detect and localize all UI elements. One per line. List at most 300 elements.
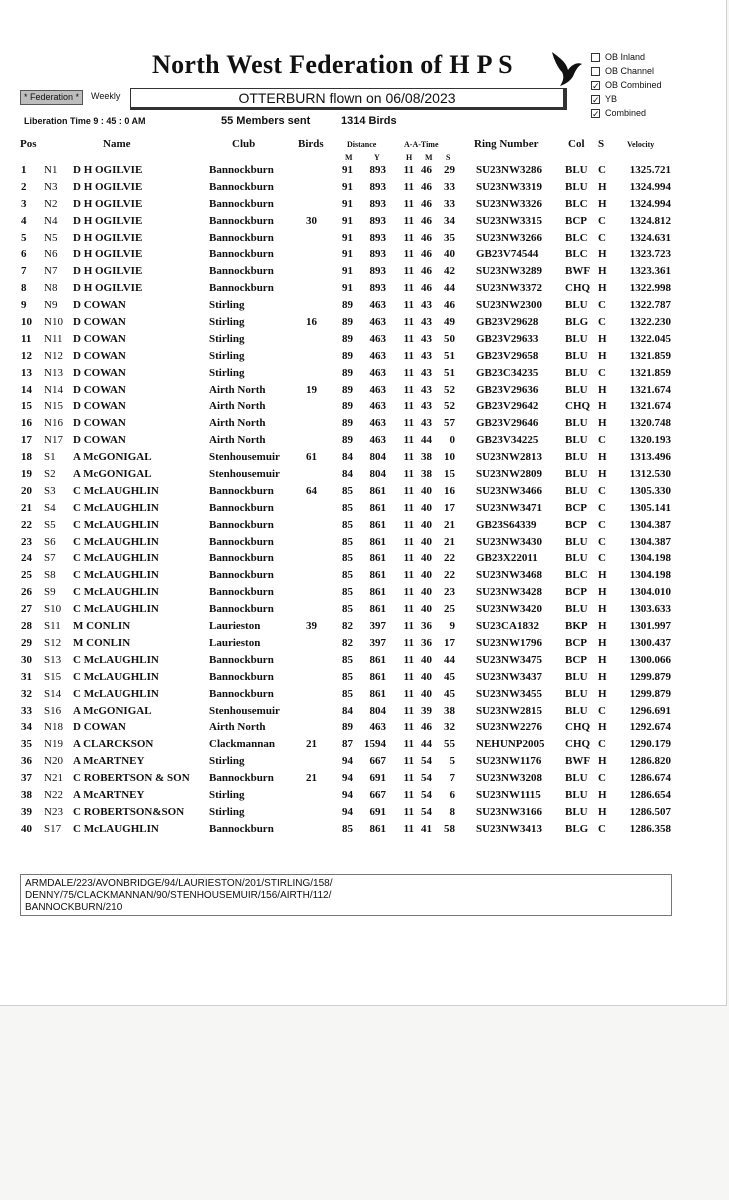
cell-y: 691 [369, 805, 386, 818]
cell-sex: C [598, 164, 606, 176]
cell-m: 84 [342, 451, 353, 464]
cell-pos: 30 [21, 653, 32, 666]
cell-club: Bannockburn [209, 197, 274, 210]
cell-col: BLU [565, 383, 588, 396]
cell-sex: C [598, 316, 606, 329]
cell-id: S14 [44, 687, 62, 700]
cell-id: S16 [44, 704, 62, 717]
cell-club: Bannockburn [209, 653, 274, 666]
cell-vel: 1300.437 [629, 636, 671, 649]
cell-col: BLU [565, 788, 588, 801]
table-row [0, 231, 729, 248]
cell-id: N20 [44, 755, 63, 768]
cell-col: BLG [565, 822, 589, 835]
cell-y: 861 [369, 535, 386, 548]
cell-vel: 1300.066 [629, 653, 671, 666]
cell-ring: SU23NW3326 [476, 197, 543, 210]
cell-s: 21 [444, 518, 455, 531]
option-ob-channel[interactable] [591, 64, 662, 78]
cell-h: 11 [403, 349, 414, 362]
cell-sex: H [598, 265, 607, 278]
cell-s: 9 [449, 620, 455, 633]
cell-name: D COWAN [73, 349, 126, 362]
cell-s: 23 [444, 586, 455, 599]
cell-name: D H OGILVIE [73, 248, 143, 261]
cell-m: 89 [342, 383, 353, 396]
cell-mm: 43 [421, 349, 432, 362]
cell-name: D COWAN [73, 366, 126, 379]
cell-mm: 40 [421, 603, 432, 616]
cell-col: CHQ [565, 282, 591, 295]
cell-vel: 1320.193 [629, 434, 671, 447]
cell-mm: 46 [421, 231, 432, 244]
cell-sex: C [598, 366, 606, 379]
cell-s: 8 [449, 805, 455, 818]
cell-vel: 1312.530 [629, 468, 671, 481]
cell-club: Bannockburn [209, 484, 274, 497]
cell-id: N14 [44, 383, 63, 396]
cell-club: Stirling [209, 805, 245, 818]
cell-col: BLU [565, 332, 588, 345]
cell-h: 11 [403, 569, 414, 582]
cell-name: A McGONIGAL [73, 704, 152, 717]
table-row [0, 315, 729, 332]
cell-pos: 39 [21, 805, 32, 818]
cell-s: 16 [444, 484, 455, 497]
cell-name: C McLAUGHLIN [73, 501, 159, 514]
cell-sex: H [598, 383, 607, 396]
cell-ring: SU23NW3166 [476, 805, 543, 818]
cell-y: 397 [369, 636, 386, 649]
cell-h: 11 [403, 805, 414, 818]
cell-sex: H [598, 586, 607, 599]
cell-s: 10 [444, 451, 455, 464]
cell-vel: 1304.198 [629, 569, 671, 582]
cell-mm: 46 [421, 214, 432, 227]
cell-h: 11 [403, 738, 414, 751]
cell-mm: 40 [421, 687, 432, 700]
cell-s: 35 [444, 231, 455, 244]
cell-club: Laurieston [209, 636, 261, 649]
cell-id: S4 [44, 501, 56, 514]
col-header-col: Col [568, 138, 585, 150]
cell-m: 85 [342, 653, 353, 666]
cell-h: 11 [403, 434, 414, 447]
cell-col: BLU [565, 180, 588, 193]
cell-sex: H [598, 721, 607, 734]
cell-name: C McLAUGHLIN [73, 822, 159, 835]
cell-h: 11 [403, 586, 414, 599]
cell-sex: H [598, 603, 607, 616]
cell-s: 7 [449, 772, 455, 785]
cell-ring: SU23NW1115 [476, 788, 541, 801]
cell-id: N12 [44, 349, 63, 362]
cell-ring: SU23NW2300 [476, 299, 543, 312]
col-header-aatime: A-A-Time [404, 140, 439, 149]
cell-m: 91 [342, 214, 353, 227]
cell-ring: SU23NW3286 [476, 164, 543, 176]
cell-h: 11 [403, 721, 414, 734]
cell-col: BLU [565, 434, 588, 447]
cell-col: BLU [565, 164, 588, 176]
cell-pos: 32 [21, 687, 32, 700]
table-row [0, 805, 729, 822]
option-ob-inland[interactable] [591, 50, 662, 64]
option-yb[interactable] [591, 92, 662, 106]
cell-name: D H OGILVIE [73, 265, 143, 278]
option-label: OB Combined [605, 80, 662, 90]
cell-m: 94 [342, 772, 353, 785]
cell-y: 804 [369, 704, 386, 717]
cell-m: 85 [342, 484, 353, 497]
cell-ring: SU23NW2276 [476, 721, 543, 734]
cell-col: BCP [565, 586, 587, 599]
checkbox[interactable]: ✓ [592, 108, 600, 119]
cell-pos: 7 [21, 265, 27, 278]
cell-vel: 1321.859 [629, 349, 671, 362]
cell-pos: 2 [21, 180, 27, 193]
table-row [0, 535, 729, 552]
cell-col: BLU [565, 468, 588, 481]
cell-sex: C [598, 704, 606, 717]
cell-name: C ROBERTSON&SON [73, 805, 185, 818]
cell-sex: H [598, 805, 607, 818]
cell-vel: 1322.787 [629, 299, 671, 312]
cell-ring: SU23CA1832 [476, 620, 539, 633]
cell-club: Stirling [209, 755, 245, 768]
cell-m: 91 [342, 282, 353, 295]
cell-h: 11 [403, 552, 414, 565]
cell-birds: 30 [306, 214, 317, 227]
cell-vel: 1299.879 [629, 670, 671, 683]
cell-club: Bannockburn [209, 248, 274, 261]
option-combined[interactable] [591, 106, 662, 120]
cell-club: Airth North [209, 721, 266, 734]
cell-col: BLU [565, 603, 588, 616]
cell-vel: 1324.631 [629, 231, 671, 244]
cell-ring: SU23NW3466 [476, 484, 543, 497]
cell-birds: 19 [306, 383, 317, 396]
liberation-time: Liberation Time 9 : 45 : 0 AM [24, 116, 146, 126]
cell-mm: 54 [421, 755, 432, 768]
table-row [0, 518, 729, 535]
col-header-time-m: M [425, 153, 433, 162]
cell-h: 11 [403, 670, 414, 683]
cell-vel: 1324.994 [629, 197, 671, 210]
cell-mm: 46 [421, 265, 432, 278]
cell-y: 463 [369, 316, 386, 329]
cell-vel: 1322.045 [629, 332, 671, 345]
cell-ring: GB23V29633 [476, 332, 539, 345]
cell-m: 89 [342, 316, 353, 329]
cell-vel: 1286.674 [629, 772, 671, 785]
cell-ring: GB23V29628 [476, 316, 539, 329]
cell-club: Bannockburn [209, 603, 274, 616]
cell-id: N16 [44, 417, 63, 430]
cell-y: 463 [369, 299, 386, 312]
cell-h: 11 [403, 383, 414, 396]
cell-id: N8 [44, 282, 58, 295]
cell-mm: 46 [421, 180, 432, 193]
cell-y: 861 [369, 501, 386, 514]
cell-mm: 43 [421, 316, 432, 329]
cell-name: A McARTNEY [73, 755, 145, 768]
cell-ring: GB23C34235 [476, 366, 539, 379]
cell-m: 82 [342, 620, 353, 633]
cell-m: 91 [342, 197, 353, 210]
cell-vel: 1292.674 [629, 721, 671, 734]
cell-sex: H [598, 687, 607, 700]
cell-col: BLC [565, 248, 588, 261]
cell-name: C McLAUGHLIN [73, 484, 159, 497]
cell-col: BLU [565, 687, 588, 700]
cell-ring: GB23V29636 [476, 383, 539, 396]
table-row [0, 704, 729, 721]
cell-pos: 1 [21, 164, 27, 176]
table-row [0, 551, 729, 568]
col-header-dist-m: M [345, 153, 353, 162]
checkbox[interactable]: ✓ [592, 94, 600, 105]
cell-s: 5 [449, 755, 455, 768]
cell-ring: SU23NW3471 [476, 501, 543, 514]
cell-pos: 33 [21, 704, 32, 717]
cell-id: N9 [44, 299, 58, 312]
cell-pos: 8 [21, 282, 27, 295]
cell-pos: 10 [21, 316, 32, 329]
cell-vel: 1324.994 [629, 180, 671, 193]
cell-sex: C [598, 822, 606, 835]
cell-pos: 20 [21, 484, 32, 497]
cell-id: N1 [44, 164, 58, 176]
cell-s: 29 [444, 164, 455, 176]
table-row [0, 619, 729, 636]
cell-y: 463 [369, 332, 386, 345]
cell-pos: 5 [21, 231, 27, 244]
cell-s: 45 [444, 687, 455, 700]
federation-button[interactable]: * Federation * [20, 90, 83, 105]
cell-ring: SU23NW2815 [476, 704, 543, 717]
cell-club: Bannockburn [209, 822, 274, 835]
page-title: North West Federation of H P S [152, 50, 513, 79]
cell-mm: 46 [421, 197, 432, 210]
cell-name: D COWAN [73, 383, 126, 396]
cell-m: 84 [342, 468, 353, 481]
option-ob-combined[interactable] [591, 78, 662, 92]
cell-ring: SU23NW1176 [476, 755, 542, 768]
cell-col: BKP [565, 620, 588, 633]
cell-vel: 1321.859 [629, 366, 671, 379]
cell-club: Bannockburn [209, 552, 274, 565]
option-label: OB Channel [605, 66, 655, 76]
cell-pos: 9 [21, 299, 27, 312]
cell-vel: 1303.633 [629, 603, 671, 616]
cell-col: BLU [565, 670, 588, 683]
cell-mm: 54 [421, 788, 432, 801]
table-row [0, 163, 729, 180]
cell-name: C McLAUGHLIN [73, 535, 159, 548]
cell-sex: C [598, 299, 606, 312]
cell-vel: 1304.387 [629, 518, 671, 531]
cell-m: 87 [342, 738, 353, 751]
cell-name: C McLAUGHLIN [73, 603, 159, 616]
cell-club: Stirling [209, 316, 245, 329]
cell-name: D COWAN [73, 400, 126, 413]
cell-name: D H OGILVIE [73, 164, 143, 176]
cell-s: 49 [444, 316, 455, 329]
checkbox[interactable] [591, 67, 600, 76]
cell-m: 91 [342, 164, 353, 176]
col-header-distance: Distance [347, 140, 377, 149]
cell-h: 11 [403, 214, 414, 227]
cell-y: 861 [369, 518, 386, 531]
cell-y: 861 [369, 603, 386, 616]
cell-club: Bannockburn [209, 231, 274, 244]
cell-y: 893 [369, 282, 386, 295]
cell-id: S5 [44, 518, 56, 531]
cell-h: 11 [403, 603, 414, 616]
cell-pos: 31 [21, 670, 32, 683]
cell-sex: H [598, 417, 607, 430]
cell-mm: 43 [421, 400, 432, 413]
cell-h: 11 [403, 636, 414, 649]
cell-pos: 25 [21, 569, 32, 582]
cell-h: 11 [403, 417, 414, 430]
cell-id: N13 [44, 366, 63, 379]
cell-vel: 1304.387 [629, 535, 671, 548]
cell-s: 42 [444, 265, 455, 278]
cell-sex: H [598, 620, 607, 633]
cell-pos: 38 [21, 788, 32, 801]
cell-y: 691 [369, 772, 386, 785]
cell-id: N2 [44, 197, 58, 210]
cell-club: Bannockburn [209, 670, 274, 683]
table-row [0, 383, 729, 400]
cell-pos: 4 [21, 214, 27, 227]
cell-ring: SU23NW3475 [476, 653, 543, 666]
cell-s: 33 [444, 180, 455, 193]
cell-sex: H [598, 282, 607, 295]
cell-m: 85 [342, 535, 353, 548]
cell-y: 893 [369, 231, 386, 244]
cell-ring: GB23S64339 [476, 518, 537, 531]
cell-mm: 46 [421, 721, 432, 734]
cell-id: N7 [44, 265, 58, 278]
col-header-time-s: S [446, 153, 451, 162]
cell-id: N5 [44, 231, 58, 244]
cell-ring: SU23NW3208 [476, 772, 543, 785]
cell-y: 804 [369, 451, 386, 464]
cell-m: 89 [342, 366, 353, 379]
cell-pos: 23 [21, 535, 32, 548]
cell-id: N21 [44, 772, 63, 785]
cell-pos: 27 [21, 603, 32, 616]
cell-y: 861 [369, 569, 386, 582]
cell-vel: 1286.507 [629, 805, 671, 818]
cell-club: Bannockburn [209, 535, 274, 548]
cell-ring: SU23NW3372 [476, 282, 543, 295]
club-totals-line: BANNOCKBURN/210 [25, 902, 123, 913]
cell-club: Bannockburn [209, 265, 274, 278]
cell-birds: 21 [306, 772, 317, 785]
cell-id: S7 [44, 552, 56, 565]
cell-col: BLC [565, 231, 588, 244]
cell-id: S13 [44, 653, 62, 666]
cell-mm: 38 [421, 451, 432, 464]
cell-mm: 40 [421, 518, 432, 531]
cell-y: 861 [369, 586, 386, 599]
table-row [0, 467, 729, 484]
cell-sex: H [598, 755, 607, 768]
cell-y: 463 [369, 349, 386, 362]
cell-ring: SU23NW3430 [476, 535, 543, 548]
cell-pos: 28 [21, 620, 32, 633]
cell-m: 84 [342, 704, 353, 717]
club-totals-line: DENNY/75/CLACKMANNAN/90/STENHOUSEMUIR/156/AIRTH/112/ [25, 890, 332, 901]
cell-h: 11 [403, 518, 414, 531]
cell-mm: 40 [421, 535, 432, 548]
cell-vel: 1305.330 [629, 484, 671, 497]
cell-y: 893 [369, 265, 386, 278]
cell-vel: 1321.674 [629, 383, 671, 396]
cell-mm: 43 [421, 417, 432, 430]
cell-club: Bannockburn [209, 214, 274, 227]
col-header-name: Name [103, 138, 131, 150]
cell-m: 91 [342, 231, 353, 244]
cell-club: Laurieston [209, 620, 261, 633]
cell-name: A McARTNEY [73, 788, 145, 801]
cell-h: 11 [403, 788, 414, 801]
cell-id: S6 [44, 535, 56, 548]
cell-mm: 54 [421, 805, 432, 818]
cell-name: D H OGILVIE [73, 180, 143, 193]
cell-col: BLC [565, 569, 588, 582]
checkbox[interactable] [591, 53, 600, 62]
cell-pos: 6 [21, 248, 27, 261]
cell-id: N23 [44, 805, 63, 818]
cell-s: 21 [444, 535, 455, 548]
cell-pos: 17 [21, 434, 32, 447]
cell-h: 11 [403, 180, 414, 193]
cell-id: N22 [44, 788, 63, 801]
cell-club: Bannockburn [209, 569, 274, 582]
cell-m: 85 [342, 501, 353, 514]
table-row [0, 332, 729, 349]
cell-m: 85 [342, 552, 353, 565]
cell-m: 89 [342, 400, 353, 413]
cell-s: 33 [444, 197, 455, 210]
cell-pos: 19 [21, 468, 32, 481]
cell-sex: C [598, 214, 606, 227]
cell-y: 893 [369, 197, 386, 210]
cell-col: CHQ [565, 738, 591, 751]
cell-sex: H [598, 468, 607, 481]
checkbox[interactable]: ✓ [592, 80, 600, 91]
cell-s: 40 [444, 248, 455, 261]
cell-col: BCP [565, 653, 587, 666]
cell-mm: 40 [421, 484, 432, 497]
cell-vel: 1299.879 [629, 687, 671, 700]
cell-col: BWF [565, 755, 591, 768]
cell-m: 89 [342, 299, 353, 312]
table-row [0, 281, 729, 298]
cell-name: C McLAUGHLIN [73, 569, 159, 582]
cell-name: D COWAN [73, 434, 126, 447]
cell-club: Stirling [209, 349, 245, 362]
cell-name: A McGONIGAL [73, 451, 152, 464]
col-header-time-h: H [406, 153, 413, 162]
option-label: YB [605, 94, 618, 104]
cell-sex: H [598, 670, 607, 683]
